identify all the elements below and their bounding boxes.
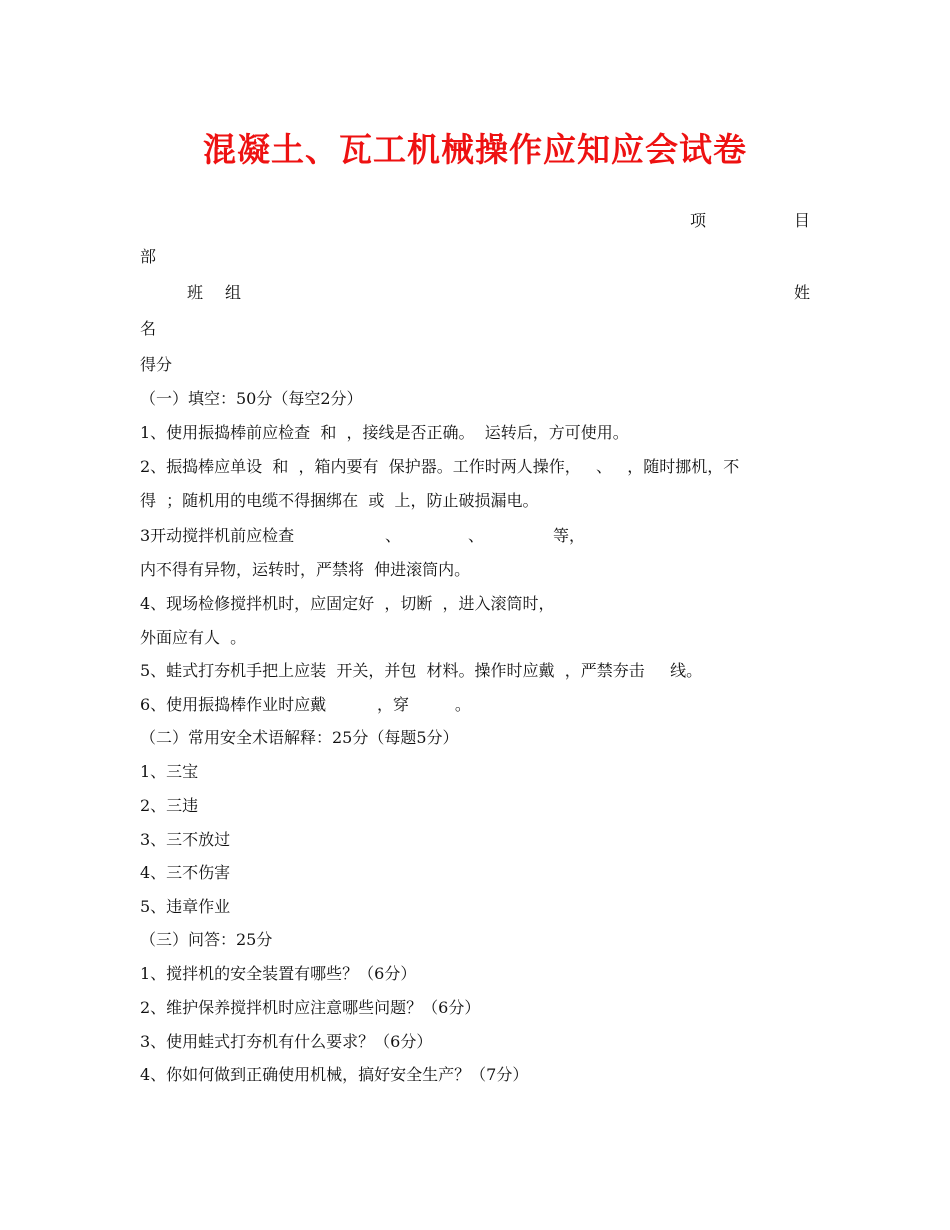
- section1-q4-line2: 外面应有人 。: [140, 628, 247, 647]
- section2-item: 4、三不伤害: [140, 863, 231, 882]
- section1-heading: （一）填空：50分（每空2分）: [140, 389, 363, 408]
- header-bu: 部: [140, 247, 157, 266]
- header-xing: 姓: [794, 283, 811, 302]
- header-ming: 名: [140, 319, 157, 338]
- section2-item: 1、三宝: [140, 762, 199, 781]
- section1-q3-part4: 等，: [553, 526, 586, 545]
- section1-q5: 5、蛙式打夯机手把上应装 开关，并包 材料。操作时应戴 ，严禁夯击 线。: [140, 661, 703, 680]
- section1-q6: 6、使用振捣棒作业时应戴 ，穿 。: [140, 695, 471, 714]
- header-ban: 班: [187, 283, 204, 302]
- section2-item: 3、三不放过: [140, 830, 231, 849]
- section2-item: 5、违章作业: [140, 897, 231, 916]
- section1-q1: 1、使用振捣棒前应检查 和 ，接线是否正确。 运转后，方可使用。: [140, 423, 629, 442]
- section1-q2-line2: 得 ；随机用的电缆不得捆绑在 或 上，防止破损漏电。: [140, 491, 539, 510]
- header-zu: 组: [225, 283, 242, 302]
- score-label: 得分: [140, 355, 173, 374]
- section1-q2-line1: 2、振捣棒应单设 和 ，箱内要有 保护器。工作时两人操作， 、 ，随时挪机，不: [140, 457, 740, 476]
- header-xiang: 项: [690, 211, 707, 230]
- section3-item: 3、使用蛙式打夯机有什么要求？（6分）: [140, 1032, 433, 1051]
- section3-item: 4、你如何做到正确使用机械，搞好安全生产？（7分）: [140, 1065, 529, 1084]
- section1-q3-line2: 内不得有异物，运转时，严禁将 伸进滚筒内。: [140, 560, 471, 579]
- section3-item: 2、维护保养搅拌机时应注意哪些问题？（6分）: [140, 998, 481, 1017]
- section2-heading: （二）常用安全术语解释：25分（每题5分）: [140, 728, 459, 747]
- section3-item: 1、搅拌机的安全装置有哪些？（6分）: [140, 964, 417, 983]
- section1-q3-part3: 、: [468, 526, 485, 545]
- section3-heading: （三）问答：25分: [140, 930, 273, 949]
- section1-q3-part1: 3开动搅拌机前应检查: [140, 526, 295, 545]
- header-mu: 目: [794, 211, 811, 230]
- section1-q3-part2: 、: [385, 526, 402, 545]
- section1-q4-line1: 4、现场检修搅拌机时，应固定好 ，切断 ，进入滚筒时，: [140, 594, 555, 613]
- exam-title: 混凝土、瓦工机械操作应知应会试卷: [203, 130, 747, 169]
- section2-item: 2、三违: [140, 796, 199, 815]
